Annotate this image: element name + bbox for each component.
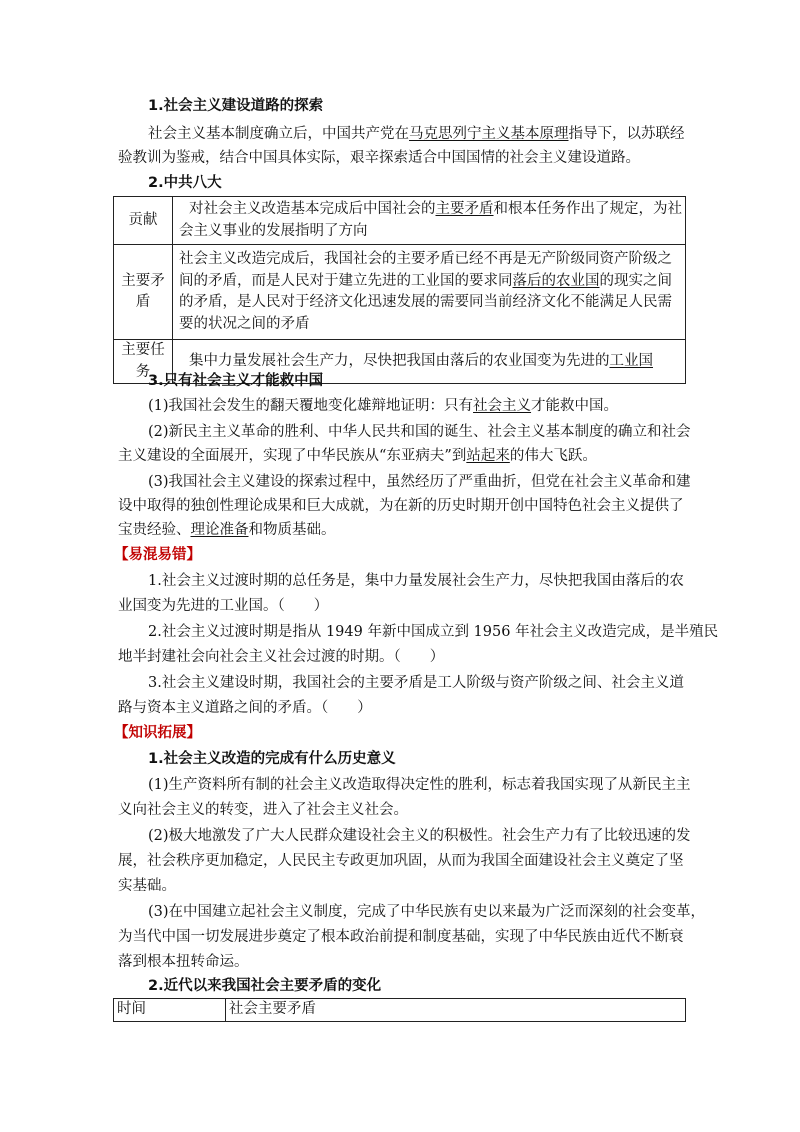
column-header-contradiction: 社会主要矛盾 (225, 999, 685, 1022)
section-3-point-2-line-1: (2)新民主主义革命的胜利、中华人民共和国的诞生、社会主义基本制度的确立和社会 (148, 424, 691, 440)
section-3-point-3-line-2: 设中取得的独创性理论成果和巨大成就，为在新的历史时期开创中国特色社会主义提供了 (118, 498, 684, 514)
eighth-congress-table (113, 196, 686, 384)
section-1-title: 1.社会主义建设道路的探索 (148, 98, 324, 114)
row-content-main-contradiction: 社会主义改造完成后，我国社会的主要矛盾已经不再是无产阶级同资产阶级之 间的矛盾，而是人民对于建立先进的工业国的要求同落后的农业国的现实之间 的矛盾，是人民对于经济文化迅速发展的需要同当前经济文化不能满足人民需 要的状况之间的矛盾 (173, 245, 686, 340)
extension-question-1: 1.社会主义改造的完成有什么历史意义 (148, 751, 396, 767)
confusion-item-2-line-1: 2.社会主义过渡时期是指从 1949 年新中国成立到 1956 年社会主义改造完成，是半殖民 (148, 624, 719, 640)
column-header-time: 时间 (114, 999, 226, 1022)
extension-answer-2-line-2: 展，社会秩序更加稳定，人民民主专政更加巩固，从而为我国全面建设社会主义奠定了坚 (118, 853, 684, 869)
table-row (114, 245, 686, 340)
extension-question-2: 2.近代以来我国社会主要矛盾的变化 (148, 978, 382, 994)
confusion-item-1-line-1: 1.社会主义过渡时期的总任务是，集中力量发展社会生产力，尽快把我国由落后的农 (148, 573, 684, 589)
section-3-point-3-line-1: (3)我国社会主义建设的探索过程中，虽然经历了严重曲折，但党在社会主义革命和建 (148, 474, 691, 490)
extension-answer-2-line-3: 实基础。 (118, 878, 176, 894)
table-row (114, 197, 686, 245)
contradiction-change-table (113, 998, 686, 1022)
extension-answer-2-line-1: (2)极大地激发了广大人民群众建设社会主义的积极性。社会生产力有了比较迅速的发 (148, 828, 691, 844)
extension-heading: 【知识拓展】 (114, 725, 201, 741)
confusion-item-3-line-2: 路与资本主义道路之间的矛盾。（ ） (118, 700, 372, 716)
row-content-main-task: 集中力量发展社会生产力，尽快把我国由落后的农业国变为先进的工业国 (173, 340, 686, 384)
section-1-paragraph-line-1: 社会主义基本制度确立后，中国共产党在马克思列宁主义基本原理指导下，以苏联经 (148, 126, 685, 142)
row-label-contribution: 贡献 (114, 197, 173, 245)
confusion-heading: 【易混易错】 (114, 547, 201, 563)
section-3-point-3-line-3: 宝贵经验、理论准备和物质基础。 (118, 522, 336, 538)
extension-answer-3-line-3: 落到根本扭转命运。 (118, 954, 249, 970)
extension-answer-1-line-2: 义向社会主义的转变，进入了社会主义社会。 (118, 802, 408, 818)
row-label-main-task: 主要任务 (114, 340, 173, 384)
row-label-main-contradiction: 主要矛盾 (114, 245, 173, 340)
section-2-title: 2.中共八大 (148, 175, 222, 191)
section-3-point-1: (1)我国社会发生的翻天覆地变化雄辩地证明：只有社会主义才能救中国。 (148, 398, 619, 414)
section-3-title: 3.只有社会主义才能救中国 (148, 373, 324, 389)
confusion-item-2-line-2: 地半封建社会向社会主义社会过渡的时期。（ ） (118, 649, 445, 665)
row-content-contribution: 对社会主义改造基本完成后中国社会的主要矛盾和根本任务作出了规定，为社 会主义事业的发展指明了方向 (173, 197, 686, 245)
section-1-paragraph-line-2: 验教训为鉴戒，结合中国具体实际，艰辛探索适合中国国情的社会主义建设道路。 (118, 150, 640, 166)
confusion-item-3-line-1: 3.社会主义建设时期，我国社会的主要矛盾是工人阶级与资产阶级之间、社会主义道 (148, 675, 684, 691)
extension-answer-3-line-2: 为当代中国一切发展进步奠定了根本政治前提和制度基础，实现了中华民族由近代不断衰 (118, 929, 684, 945)
section-3-point-2-line-2: 主义建设的全面展开，实现了中华民族从“东亚病夫”到站起来的伟大飞跃。 (118, 448, 597, 464)
extension-answer-1-line-1: (1)生产资料所有制的社会主义改造取得决定性的胜利，标志着我国实现了从新民主主 (148, 777, 691, 793)
confusion-item-1-line-2: 业国变为先进的工业国。（ ） (118, 598, 329, 614)
extension-answer-3-line-1: (3)在中国建立起社会主义制度，完成了中华民族有史以来最为广泛而深刻的社会变革， (148, 904, 706, 920)
table-header-row (114, 999, 686, 1022)
